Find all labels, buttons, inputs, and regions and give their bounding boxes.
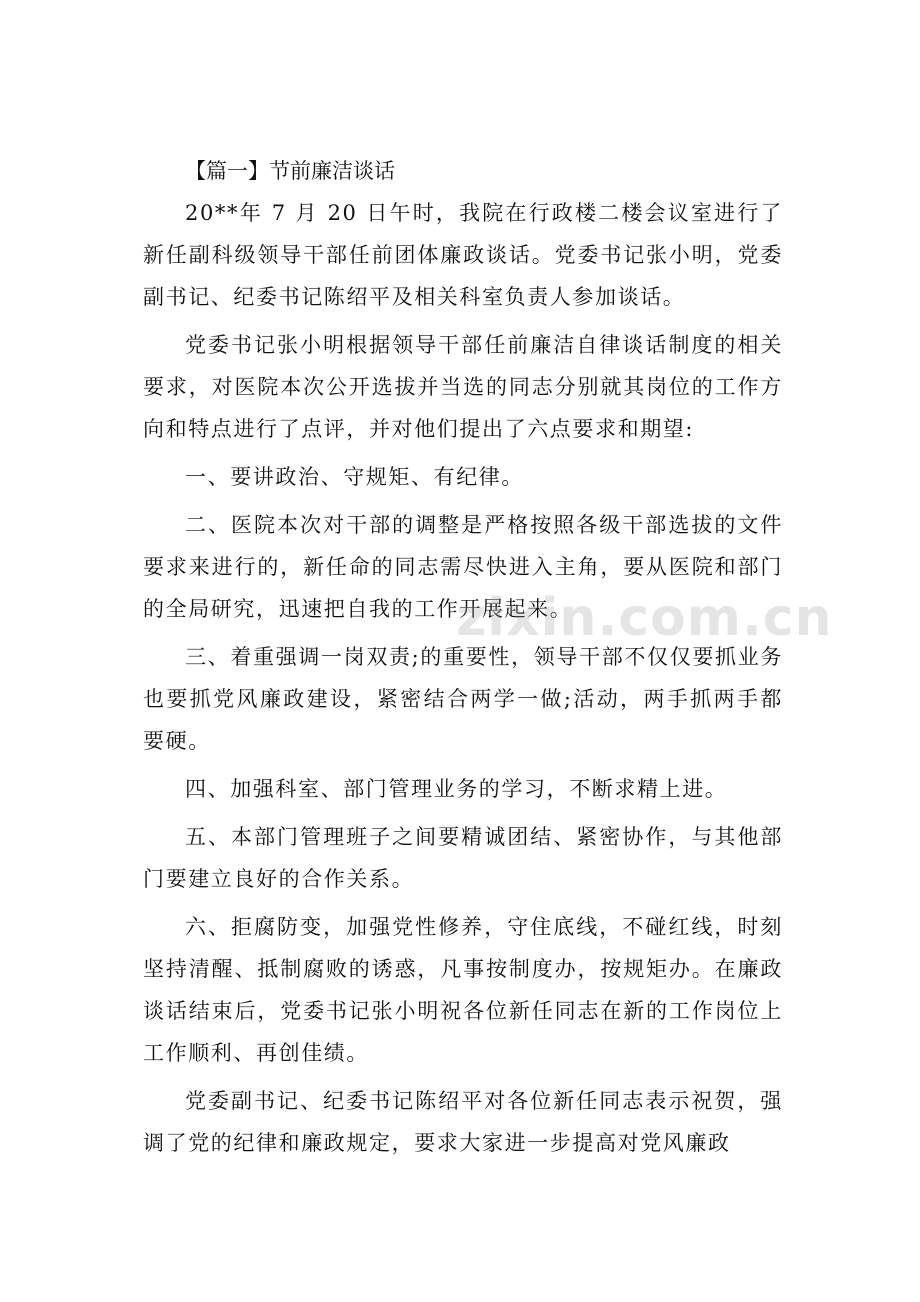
document-body [143, 150, 783, 1170]
watermark: zixin.com.cn [456, 588, 833, 648]
paragraph-item-5: 五、本部门管理班子之间要精诚团结、紧密协作，与其他部门要建立良好的合作关系。 [143, 825, 783, 891]
paragraph-meeting-intro: 20**年 7 月 20 日午时，我院在行政楼二楼会议室进行了新任副科级领导干部任前团体廉政谈话。党委书记张小明，党委副书记、纪委书记陈绍平及相关科室负责人参加谈话。 [143, 201, 783, 309]
paragraph-item-6: 六、拒腐防变，加强党性修养，守住底线，不碰红线，时刻坚持清醒、抵制腐败的诱惑，凡事按制度办，按规矩办。在廉政谈话结束后，党委书记张小明祝各位新任同志在新的工作岗位上工作顺利、再创佳绩。 [143, 915, 783, 1065]
paragraph-item-2: 二、医院本次对干部的调整是严格按照各级干部选拔的文件要求来进行的，新任命的同志需尽快进入主角，要从医院和部门的全局研究，迅速把自我的工作开展起来。 [143, 513, 783, 621]
paragraph-item-3: 三、着重强调一岗双责;的重要性，领导干部不仅仅要抓业务也要抓党风廉政建设，紧密结合两学一做;活动，两手抓两手都要硬。 [143, 645, 783, 753]
paragraph-item-1: 一、要讲政治、守规矩、有纪律。 [185, 465, 524, 489]
paragraph-closing: 党委副书记、纪委书记陈绍平对各位新任同志表示祝贺，强调了党的纪律和廉政规定，要求大家进一步提高对党风廉政 [143, 1089, 783, 1155]
paragraph-requirements-intro: 党委书记张小明根据领导干部任前廉洁自律谈话制度的相关要求，对医院本次公开选拔并当选的同志分别就其岗位的工作方向和特点进行了点评，并对他们提出了六点要求和期望: [143, 333, 783, 441]
section-heading: 【篇一】节前廉洁谈话 [185, 159, 395, 183]
paragraph-item-4: 四、加强科室、部门管理业务的学习，不断求精上进。 [185, 777, 728, 801]
